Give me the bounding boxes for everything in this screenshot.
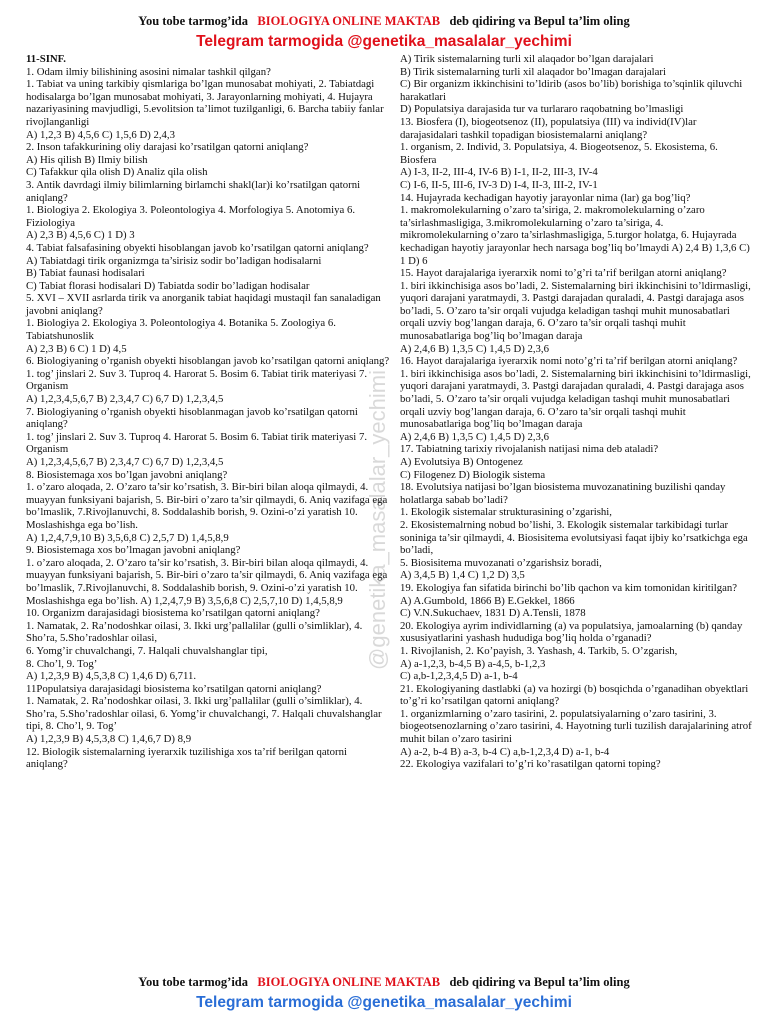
right-column-line: 20. Ekologiya ayrim individlarning (a) va populatsiya, jamoalarning (b) qanday xususiyatlarini yashash hududiga bog’liq holda o’rganadi? [400, 619, 743, 645]
grade-title: 11-SINF. [26, 53, 66, 65]
right-column-line: 2. Ekosistemalrning nobud bo’lishi, 3. Ekologik sistemalar tarkibidagi turlar soniniga ta’sir qilmaydi, 4. Biosisitema evolutsiyasi faqat ijbiy ko’rsatkichga ega bo’ladi, [400, 518, 748, 557]
right-column-line: C) a,b-1,2,3,4,5 D) a-1, b-4 [400, 670, 518, 683]
right-column-line: A) Evolutsiya B) Ontogenez [400, 456, 523, 468]
right-column-line: D) Populatsiya darajasida tur va turlararo raqobatning bo’lmasligi [400, 103, 684, 116]
left-column-line: 1. Biologiya 2. Ekologiya 3. Poleontologiya 4. Botanika 5. Zoologiya 6. Tabiatshunoslik [26, 317, 336, 343]
right-column-line: A) A.Gumbold, 1866 B) E.Gekkel, 1866 [400, 594, 575, 607]
right-column-line: A) a-1,2,3, b-4,5 B) a-4,5, b-1,2,3 [400, 657, 546, 670]
right-column-line: C) V.N.Sukuchaev, 1831 D) A.Tensli, 1878 [400, 607, 586, 620]
header-promo-pre: You tobe tarmog’ida [138, 14, 249, 28]
left-column-line: 8. Biosistemaga xos bo’lgan javobni aniqlang? [26, 468, 228, 481]
right-column-line: 5. Biosisitema muvozanati o’zgarishsiz boradi, [400, 556, 602, 569]
left-column-line: 9. Biosistemaga xos bo’lmagan javobni aniqlang? [26, 544, 241, 557]
right-column-line: 1. organizmlarning o’zaro tasirini, 2. populatsiyalarning o’zaro tasirini, 3. biogeotsenozlarning o’zaro tasirini, 4. Hayotning turli tuzilish darajalarining atrof muhit bilan o’zaro tasirini [400, 707, 752, 746]
left-column-line: 8. Cho’l, 9. Tog’ [26, 657, 98, 670]
footer-banner [0, 975, 768, 1012]
right-column-line: 1. biri ikkinchisiga asos bo’ladi, 2. Sistemalarning biri ikkinchisini to’ldirmasligi, yuqori darajani yaratmaydi, 3. Pastgi darajadan quraladi, 4. Pastgi darajaga asos bo’ladi, 5. O’zaro ta’sir orqali vujudga keladigan tashqi muhit munosabatlari orqali uzviy bog’langan daraja, 6. O’zaro ta’sir orqali tashqi muhit munosabatlariga bog’liq bo’lmagan daraja [400, 279, 751, 343]
right-column-line: 14. Hujayrada kechadigan hayotiy jarayonlar nima (lar) ga bog’liq? [400, 191, 691, 204]
left-column-line: 1. tog’ jinslari 2. Suv 3. Tuproq 4. Harorat 5. Bosim 6. Tabiat tirik materiyasi 7. Organism [26, 430, 368, 456]
channel-watermark: @genetika_masalalar_yechimi [365, 370, 390, 670]
left-column-line: 2. Inson tafakkurining oliy darajasi ko’rsatilgan qatorni aniqlang? [26, 141, 309, 154]
left-column [26, 53, 391, 771]
right-column-line: A) 3,4,5 B) 1,4 C) 1,2 D) 3,5 [400, 569, 525, 582]
right-column-line: 18. Evolutsiya natijasi bo’lgan biosistema muvozanatining buzilishi qanday holatlarga sabab bo’ladi? [400, 481, 726, 506]
footer-promo-pre: You tobe tarmog’ida [138, 975, 249, 989]
left-column-line: A) 1,2,3,9 B) 4,5,3,8 C) 1,4,6 D) 6,711. [26, 670, 197, 683]
right-column-line: 17. Tabiatning tarixiy rivojalanish natijasi nima deb ataladi? [400, 443, 659, 456]
left-column-line: 3. Antik davrdagi ilmiy bilimlarning birlamchi shakl(lar)i ko’rsatilgan qatorni aniqlang? [26, 178, 361, 204]
right-column-line: C) Bir organizm ikkinchisini to’ldirib (asos bo’lib) borishiga to’sqinlik qiluvchi harakatlari [400, 78, 743, 103]
right-column-line: 22. Ekologiya vazifalari to’g’ri ko’rasatilgan qatorni toping? [400, 758, 661, 771]
left-column-line: 12. Biologik sistemalarning iyerarxik tuzilishiga xos ta’rif berilgan qatorni aniqlang? [26, 745, 347, 771]
left-column-line: 6. Yomg’ir chuvalchangi, 7. Halqali chuvalshanglar tipi, [26, 644, 268, 657]
left-column-line: 1. tog’ jinslari 2. Suv 3. Tuproq 4. Harorat 5. Bosim 6. Tabiat tirik materiyasi 7. Organism [26, 367, 368, 393]
left-column-line: B) Tabiat faunasi hodisalari [26, 267, 145, 280]
right-column-line: 15. Hayot darajalariga iyerarxik nomi to’g’ri ta’rif berilgan atorni aniqlang? [400, 267, 727, 280]
header-banner [0, 14, 768, 51]
left-column-line: A) 1,2,4,7,9,10 B) 3,5,6,8 C) 2,5,7 D) 1,4,5,8,9 [26, 531, 229, 544]
left-column-line: C) Tafakkur qila olish D) Analiz qila olish [26, 166, 208, 179]
left-column-line: 1. Tabiat va uning tarkibiy qismlariga bo’lgan munosabat mohiyati, 2. Tabiatdagi hodisalarga bo’lgan munosabat mohiyati, 3. Jarayonlarning mohiyati, 4. Hujayra nazariyasining mavjudligi, 5.evolitsion ta’limot tuzilganligi, 6. Barcha tabiiy fanlar rivojlanganligi [26, 78, 384, 128]
header-promo-post: deb qidiring va Bepul ta’lim oling [449, 14, 630, 28]
right-column-line: 1. makromolekularning o’zaro ta’siriga, 2. makromolekularning o’zaro ta’sirlashmasligiga, 3.mikromolekularning o’zaro ta’siriga, 4. mikromolekularning o’zaro ta’sirlashmasligiga, 5.turgor holatga, 6. Hujayrada kechadigan hayotiy jarayonlar hech narsaga bog’liq bo’lmaydi A) 2,4 B) 1,3,6 C) 1 D) 6 [400, 204, 750, 267]
footer-promo-post: deb qidiring va Bepul ta’lim oling [449, 975, 630, 989]
right-column-line: A) I-3, II-2, III-4, IV-6 B) I-1, II-2, III-3, IV-4 [400, 166, 598, 179]
left-column-line: A) 2,3 B) 4,5,6 C) 1 D) 3 [26, 229, 135, 242]
right-column-line: 1. organism, 2. Individ, 3. Populatsiya, 4. Biogeotsenoz, 5. Ekosistema, 6. Biosfera [400, 141, 718, 166]
right-column-line: C) I-6, II-5, III-6, IV-3 D) I-4, II-3, III-2, IV-1 [400, 178, 598, 191]
left-column-line: 11Populatsiya darajasidagi biosistema ko’rsatilgan qatorni aniqlang? [26, 682, 322, 695]
footer-promo-line [0, 975, 768, 990]
left-column-line: A) 1,2,3 B) 4,5,6 C) 1,5,6 D) 2,4,3 [26, 128, 175, 141]
right-column-line: A) Tirik sistemalarning turli xil alaqador bo’lgan darajalari [400, 53, 654, 65]
left-column-line: 5. XVI – XVII asrlarda tirik va anorganik tabiat haqidagi mustaqil fan sanaladigan javobni aniqlang? [26, 292, 381, 317]
left-column-line: 4. Tabiat falsafasining obyekti hisoblangan javob ko’rsatilgan qatorni aniqlang? [26, 241, 369, 254]
left-column-line: 1. Odam ilmiy bilishining asosini nimalar tashkil qilgan? [26, 65, 271, 78]
right-column-line: 21. Ekologiyaning dastlabki (a) va hozirgi (b) bosqichda o’rganadihan obyektlari to’g’ri ko’rsatilgan qatorni aniqlang? [400, 682, 749, 708]
left-column-line: 1. Namatak, 2. Ra’nodoshkar oilasi, 3. Ikki urg’pallalilar (gulli o’simliklar), 4. Sho’ra, 5.Sho’radoshlar oilasi, 6. Yomg’ir chuvalchangi, 7. Halqali chuvalshanglar tipi, 8. Cho’l, 9. Tog’ [26, 695, 382, 733]
right-column-line: 13. Biosfera (I), biogeotsenoz (II), populatsiya (III) va individ(IV)lar darajasidalari tashkil topadigan biosistemalarni aniqlang? [400, 115, 697, 141]
left-column-line: 1. Namatak, 2. Ra’nodoshkar oilasi, 3. Ikki urg’pallalilar (gulli o’simliklar), 4. Sho’ra, 5.Sho’radoshlar oilasi, [26, 619, 363, 645]
left-column-line: A) 1,2,3,4,5,6,7 B) 2,3,4,7 C) 6,7 D) 1,2,3,4,5 [26, 456, 224, 468]
left-column-line: 1. o’zaro aloqada, 2. O’zaro ta’sir ko’rsatish, 3. Bir-biri bilan aloqa qilmaydi, 4. muayyan funksiyani bajarish, 5. Bir-biri o’zaro ta’sir qilmaydi, 6. Aniq vazifaga ega bo’lmaslik, 7.Rivojlanuvchi, 8. Soddalashib borish, 9. Ozini-o’zi yaratish 10. Moslashishga ega bo’lish. [26, 481, 388, 531]
right-column-line: 19. Ekologiya fan sifatida birinchi bo’lib qachon va kim tomonidan kiritilgan? [400, 581, 738, 594]
right-column [400, 53, 752, 771]
header-promo-line [0, 14, 768, 29]
left-column-line: A) 1,2,3,9 B) 4,5,3,8 C) 1,4,6,7 D) 8,9 [26, 733, 192, 746]
right-column-line: B) Tirik sistemalarning turli xil alaqador bo’lmagan darajalari [400, 65, 666, 78]
left-column-line: 6. Biologiyaning o’rganish obyekti hisoblangan javob ko’rsatilgan qatorni aniqlang? [26, 355, 390, 368]
left-column-line: A) Tabiatdagi tirik organizmga ta’sirisiz sodir bo’ladigan hodisalarni [26, 254, 322, 267]
left-column-line: C) Tabiat florasi hodisalari D) Tabiatda sodir bo’ladigan hodisalar [26, 279, 310, 292]
right-column-line: 16. Hayot darajalariga iyerarxik nomi noto’g’ri ta’rif berilgan atorni aniqlang? [400, 355, 738, 368]
left-column-line: A) His qilish B) Ilmiy bilish [26, 153, 148, 166]
right-column-line: 1. Ekologik sistemalar strukturasining o’zgarishi, [400, 506, 612, 519]
right-column-line: A) 2,4,6 B) 1,3,5 C) 1,4,5 D) 2,3,6 [400, 342, 549, 355]
right-column-line: A) 2,4,6 B) 1,3,5 C) 1,4,5 D) 2,3,6 [400, 430, 549, 443]
header-telegram-line: Telegram tarmogida @genetika_masalalar_yechimi [196, 33, 572, 50]
left-column-line: 1. o’zaro aloqada, 2. O’zaro ta’sir ko’rsatish, 3. Bir-biri bilan aloqa qilmaydi, 4. muayyan funksiyani bajarish, 5. Bir-biri o’zaro ta’sir qilmaydi, 6. Aniq vazifaga ega bo’lmaslik, 7.Rivojlanuvchi, 8. Soddalashib borish, 9. Ozini-o’zi yaratish 10. Moslashishga ega bo’lish. A) 1,2,4,7,9 B) 3,5,6,8 C) 2,5,7,10 D) 1,4,5,8,9 [26, 556, 388, 607]
left-column-line: A) 2,3 B) 6 C) 1 D) 4,5 [26, 342, 127, 355]
right-column-line: 1. biri ikkinchisiga asos bo’ladi, 2. Sistemalarning biri ikkinchisini to’ldirmasligi, yuqori darajani yaratmaydi, 3. Pastgi darajadan quraladi, 4. Pastgi darajaga asos bo’ladi, 5. O’zaro ta’sir orqali vujudga keladigan tashqi muhit munosabatlari orqali uzviy bog’langan daraja, 6. O’zaro ta’sir orqali tashqi muhit munosabatlariga bog’liq bo’lmagan daraja [400, 367, 751, 431]
footer-brand-name: BIOLOGIYA ONLINE MAKTAB [257, 975, 441, 989]
header-brand-name: BIOLOGIYA ONLINE MAKTAB [257, 14, 441, 28]
left-column-line: 1. Biologiya 2. Ekologiya 3. Poleontologiya 4. Morfologiya 5. Anotomiya 6. Fiziologiya [26, 204, 356, 229]
right-column-line: 1. Rivojlanish, 2. Ko’payish, 3. Yashash, 4. Tarkib, 5. O’zgarish, [400, 644, 678, 657]
footer-telegram-line: Telegram tarmogida @genetika_masalalar_yechimi [196, 994, 572, 1011]
right-column-line: C) Filogenez D) Biologik sistema [400, 468, 546, 481]
left-column-line: 7. Biologiyaning o’rganish obyekti hisoblanmagan javob ko’rsatilgan qatorni aniqlang? [26, 405, 358, 431]
left-column-line: 10. Organizm darajasidagi biosistema ko’rsatilgan qatorni aniqlang? [26, 607, 320, 620]
right-column-line: A) a-2, b-4 B) a-3, b-4 C) a,b-1,2,3,4 D) a-1, b-4 [400, 745, 610, 758]
left-column-line: A) 1,2,3,4,5,6,7 B) 2,3,4,7 C) 6,7 D) 1,2,3,4,5 [26, 393, 224, 406]
